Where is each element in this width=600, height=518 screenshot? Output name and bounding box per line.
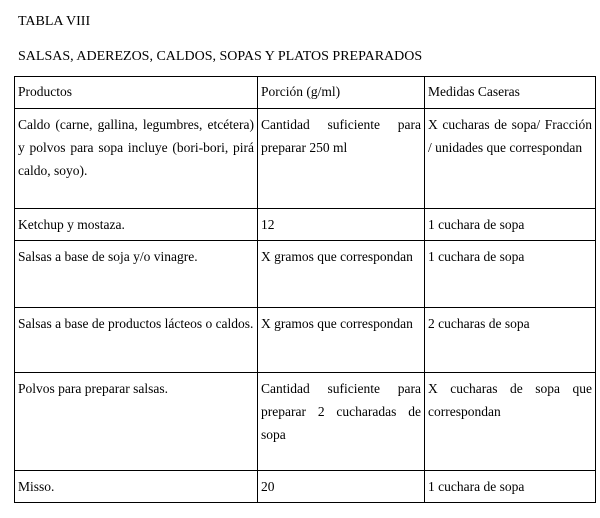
cell-product: Polvos para preparar salsas.: [15, 373, 258, 471]
cell-product: Salsas a base de productos lácteos o caldos.: [15, 308, 258, 373]
table-row: [15, 471, 596, 503]
header-medidas-caseras: Medidas Caseras: [425, 77, 596, 109]
cell-household-measure: X cucharas de sopa/ Fracción / unidades que correspondan: [425, 109, 596, 209]
cell-product: Salsas a base de soja y/o vinagre.: [15, 241, 258, 308]
cell-household-measure: 1 cuchara de sopa: [425, 209, 596, 241]
header-porcion: Porción (g/ml): [258, 77, 425, 109]
table-row: [15, 209, 596, 241]
cell-portion: Cantidad suficiente para preparar 2 cucharadas de sopa: [258, 373, 425, 471]
table-row: [15, 241, 596, 308]
cell-product: Ketchup y mostaza.: [15, 209, 258, 241]
table-row: [15, 109, 596, 209]
cell-household-measure: 1 cuchara de sopa: [425, 471, 596, 503]
table-row: [15, 308, 596, 373]
table-header-row: [15, 77, 596, 109]
cell-household-measure: 2 cucharas de sopa: [425, 308, 596, 373]
header-productos: Productos: [15, 77, 258, 109]
cell-portion: X gramos que correspondan: [258, 241, 425, 308]
table-title: TABLA VIII: [18, 14, 91, 29]
cell-portion: 20: [258, 471, 425, 503]
table-subtitle: SALSAS, ADEREZOS, CALDOS, SOPAS Y PLATOS PREPARADOS: [18, 49, 423, 64]
table-row: [15, 373, 596, 471]
cell-product: Misso.: [15, 471, 258, 503]
cell-household-measure: X cucharas de sopa que correspondan: [425, 373, 596, 471]
cell-household-measure: 1 cuchara de sopa: [425, 241, 596, 308]
cell-portion: Cantidad suficiente para preparar 250 ml: [258, 109, 425, 209]
cell-product: Caldo (carne, gallina, legumbres, etcétera) y polvos para sopa incluye (bori-bori, pirá caldo, soyo).: [15, 109, 258, 209]
cell-portion: X gramos que correspondan: [258, 308, 425, 373]
portions-table: [14, 76, 596, 503]
cell-portion: 12: [258, 209, 425, 241]
